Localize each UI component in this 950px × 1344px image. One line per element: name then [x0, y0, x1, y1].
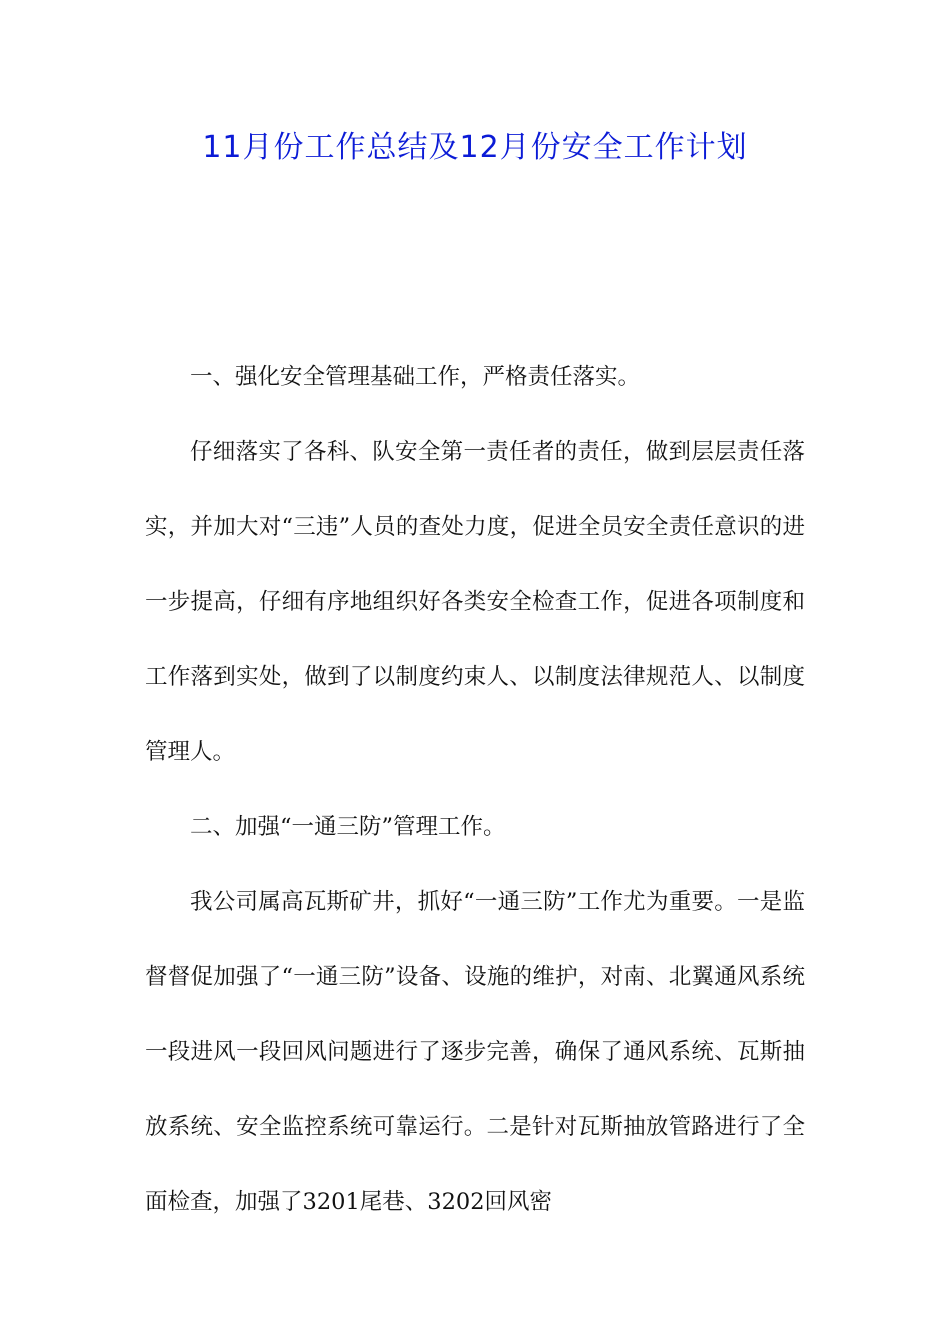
document-title: 11月份工作总结及12月份安全工作计划: [202, 130, 748, 165]
section-paragraph-1: 仔细落实了各科、队安全第一责任者的责任，做到层层责任落实，并加大对“三违”人员的查处力度，促进全员安全责任意识的进一步提高，仔细有序地组织好各类安全检查工作，促进各项制度和工作落到实处，做到了以制度约束人、以制度法律规范人、以制度管理人。: [145, 439, 805, 765]
section-paragraph-2: 我公司属高瓦斯矿井，抓好“一通三防”工作尤为重要。一是监督督促加强了“一通三防”设备、设施的维护，对南、北翼通风系统一段进风一段回风问题进行了逐步完善，确保了通风系统、瓦斯抽放系统、安全监控系统可靠运行。二是针对瓦斯抽放管路进行了全面检查，加强了3201尾巷、3202回风密: [145, 889, 805, 1215]
document-body: [145, 340, 805, 1240]
section-heading-2: 二、加强“一通三防”管理工作。: [190, 814, 506, 840]
section-heading-1: 一、强化安全管理基础工作，严格责任落实。: [190, 364, 641, 390]
